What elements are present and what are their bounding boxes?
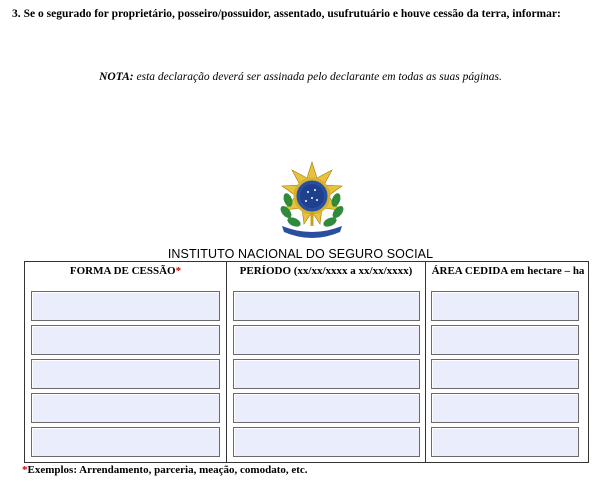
footnote-text: Exemplos: Arrendamento, parceria, meação, comodato, etc. xyxy=(27,464,308,476)
forma-field-5[interactable] xyxy=(31,427,220,457)
area-field-3[interactable] xyxy=(431,359,579,389)
institution-name: INSTITUTO NACIONAL DO SEGURO SOCIAL xyxy=(167,247,434,261)
column-divider xyxy=(226,262,227,462)
periodo-field-3[interactable] xyxy=(233,359,420,389)
nota xyxy=(0,71,601,83)
periodo-field-5[interactable] xyxy=(233,427,420,457)
forma-field-2[interactable] xyxy=(31,325,220,355)
periodo-field-2[interactable] xyxy=(233,325,420,355)
column-header-area: ÁREA CEDIDA em hectare – ha xyxy=(431,265,585,277)
area-field-1[interactable] xyxy=(431,291,579,321)
area-field-4[interactable] xyxy=(431,393,579,423)
question-3 xyxy=(12,8,582,21)
brazil-coat-of-arms-icon xyxy=(274,160,350,240)
footnote xyxy=(22,464,308,476)
area-field-5[interactable] xyxy=(431,427,579,457)
column-header-periodo: PERÍODO (xx/xx/xxxx a xx/xx/xxxx) xyxy=(239,265,413,277)
cession-table xyxy=(24,261,589,463)
periodo-field-1[interactable] xyxy=(233,291,420,321)
area-field-2[interactable] xyxy=(431,325,579,355)
forma-field-3[interactable] xyxy=(31,359,220,389)
footnote-marker: * xyxy=(22,464,28,476)
question-text: Se o segurado for proprietário, posseiro/possuidor, assentado, usufrutuário e houve cessão da terra, informar: xyxy=(23,8,561,20)
forma-field-1[interactable] xyxy=(31,291,220,321)
question-number: 3. xyxy=(12,8,21,20)
required-marker: * xyxy=(175,265,182,277)
column-divider xyxy=(425,262,426,462)
periodo-field-4[interactable] xyxy=(233,393,420,423)
nota-text: esta declaração deverá ser assinada pelo declarante em todas as suas páginas. xyxy=(136,71,502,83)
column-header-forma: FORMA DE CESSÃO* xyxy=(69,265,182,277)
forma-field-4[interactable] xyxy=(31,393,220,423)
nota-label: NOTA: xyxy=(99,71,134,83)
